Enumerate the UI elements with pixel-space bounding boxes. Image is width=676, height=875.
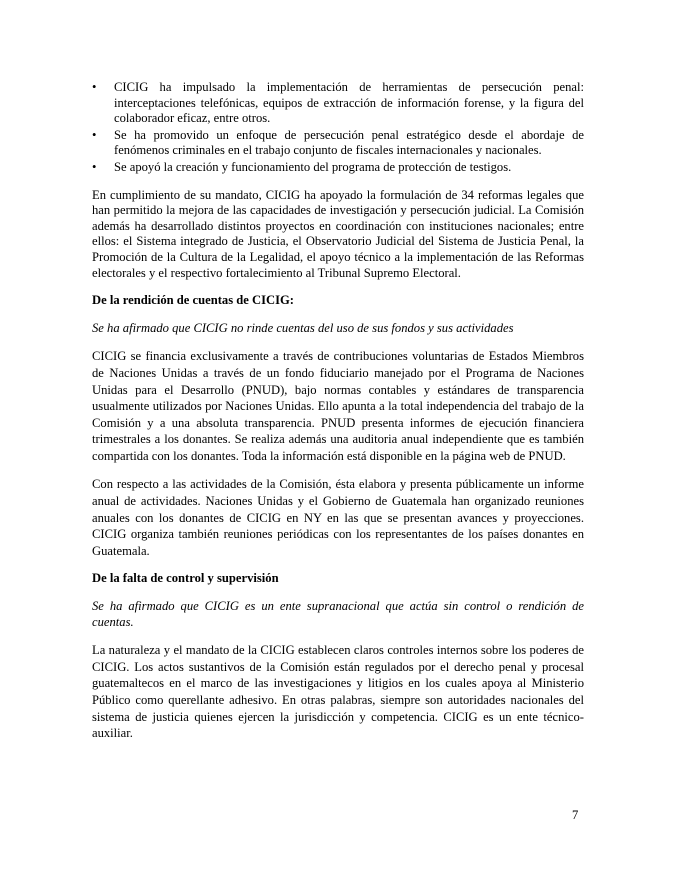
paragraph-reforms: En cumplimiento de su mandato, CICIG ha apoyado la formulación de 34 reformas legales que han permitido la mejora de las capacidades de investigación y persecución judicial. La Comisión además ha desarrollado distintos proyectos en coordinación con instituciones nacionales; entre ellos: el Sistema integrado de Justicia, el Observatorio Judicial del Sistema de Justicia Penal, la Promoción de la Cultura de la Legalidad, el apoyo técnico a la implementación de las Reformas electorales y el respectivo fortalecimiento al Tribunal Supremo Electoral. bbox=[92, 187, 584, 280]
paragraph-funding: CICIG se financia exclusivamente a través de contribuciones voluntarias de Estados Miembros de Naciones Unidas a través de un fondo fiduciario manejado por el Programa de Naciones Unidas para el Desarrollo (PNUD), bajo normas contables y estándares de transparencia usualmente utilizados por Naciones Unidas. Ello apunta a la total independencia del trabajo de la Comisión y a una absoluta transparencia. PNUD presenta informes de ejecución financiera trimestrales a los donantes. Se realiza además una auditoria anual independiente que es también compartida con los donantes. Toda la información está disponible en la página web de PNUD. bbox=[92, 349, 584, 463]
bullet-glyph: • bbox=[92, 127, 97, 142]
bullet-glyph: • bbox=[92, 159, 97, 174]
section-heading-accountability: De la rendición de cuentas de CICIG: bbox=[92, 293, 294, 308]
page-content bbox=[92, 80, 584, 742]
list-item bbox=[92, 128, 584, 159]
bullet-list bbox=[92, 80, 584, 176]
section-heading-control: De la falta de control y supervisión bbox=[92, 571, 279, 586]
page-number: 7 bbox=[572, 808, 579, 822]
list-item bbox=[92, 80, 584, 127]
claim-accountability: Se ha afirmado que CICIG no rinde cuentas del uso de sus fondos y sus actividades bbox=[92, 320, 514, 335]
paragraph-activities: Con respecto a las actividades de la Comisión, ésta elabora y presenta públicamente un informe anual de actividades. Naciones Unidas y el Gobierno de Guatemala han organizado reuniones anuales con los donantes de CICIG en NY en las que se presentan avances y proyecciones. CICIG organiza también reuniones periódicas con los representantes de los países donantes en Guatemala. bbox=[92, 477, 584, 558]
claim-control: Se ha afirmado que CICIG es un ente supranacional que actúa sin control o rendición de cuentas. bbox=[92, 599, 584, 629]
bullet-text: Se apoyó la creación y funcionamiento del programa de protección de testigos. bbox=[114, 159, 512, 174]
list-item bbox=[92, 160, 584, 176]
bullet-text: Se ha promovido un enfoque de persecución penal estratégico desde el abordaje de fenómenos criminales en el trabajo conjunto de fiscales internacionales y nacionales. bbox=[114, 127, 584, 158]
bullet-text: CICIG ha impulsado la implementación de herramientas de persecución penal: interceptaciones telefónicas, equipos de extracción de información forense, y la figura del colaborador eficaz, entre otros. bbox=[114, 80, 584, 126]
paragraph-internal-controls: La naturaleza y el mandato de la CICIG establecen claros controles internos sobre los poderes de CICIG. Los actos sustantivos de la Comisión están regulados por el derecho penal y procesal guatemaltecos en el marco de las investigaciones y litigios en los cuales apoya al Ministerio Público como querellante adhesivo. En otras palabras, siempre son autoridades nacionales del sistema de justicia quienes ejercen la jurisdicción y competencia. CICIG es un ente técnico-auxiliar. bbox=[92, 643, 584, 741]
bullet-glyph: • bbox=[92, 80, 97, 94]
